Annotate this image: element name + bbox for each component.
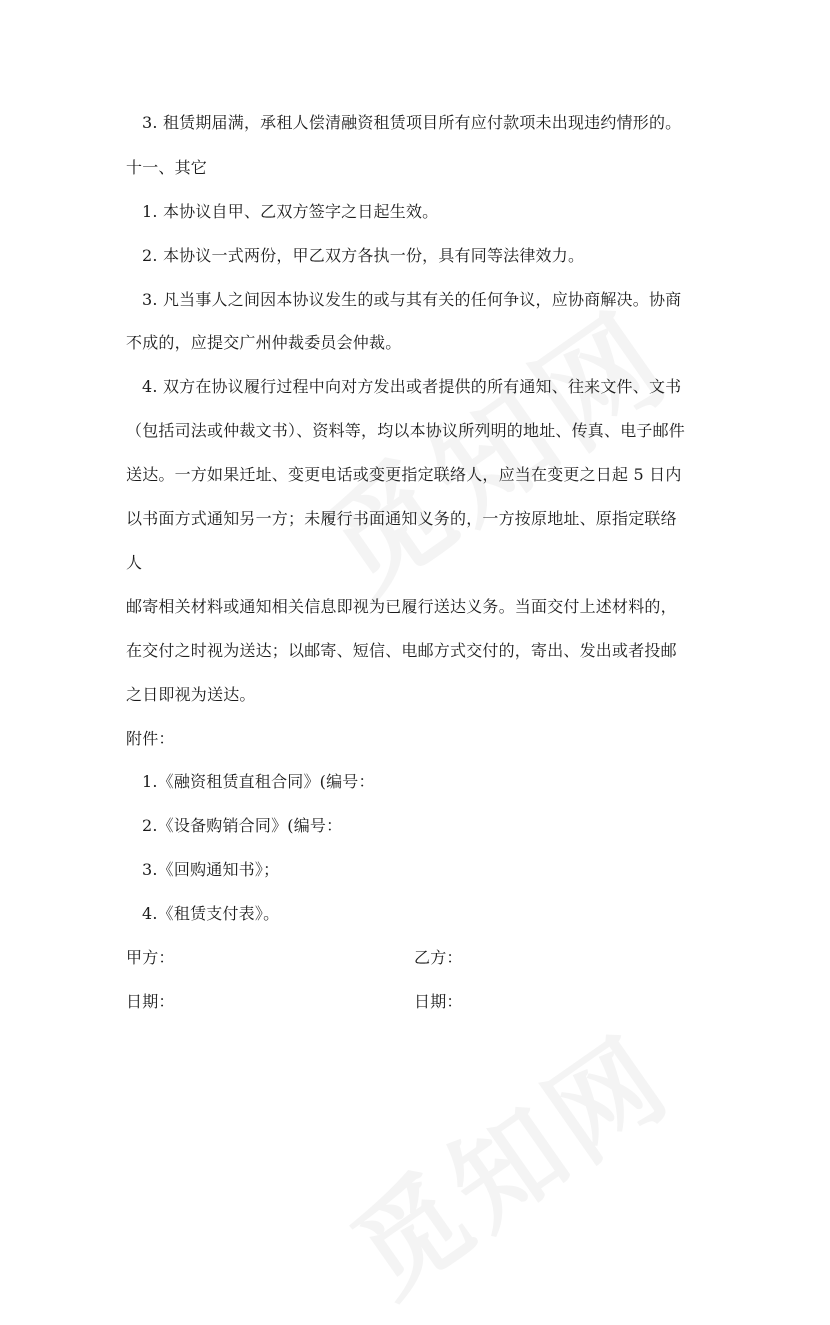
clause-3-expiry: 3. 租赁期届满，承租人偿清融资租赁项目所有应付款项未出现违约情形的。 [142, 113, 682, 132]
clause-2-copies: 2. 本协议一式两份，甲乙双方各执一份，具有同等法律效力。 [142, 246, 585, 265]
date-a-label: 日期： [126, 992, 175, 1011]
clause-1-effective: 1. 本协议自甲、乙双方签字之日起生效。 [142, 202, 439, 221]
attachment-item: 3.《回购通知书》； [142, 860, 280, 879]
clause-4-notice-cont-1: （包括司法或仲裁文书）、资料等，均以本协议所列明的地址、传真、电子邮件 [126, 421, 686, 440]
party-b-label: 乙方： [414, 948, 463, 967]
attachment-item: 2.《设备购销合同》(编号： [142, 816, 343, 835]
clause-3-dispute: 3. 凡当事人之间因本协议发生的或与其有关的任何争议，应协商解决。协商 [142, 290, 682, 309]
clause-4-notice-cont-5: 邮寄相关材料或通知相关信息即视为已履行送达义务。当面交付上述材料的， [126, 597, 677, 616]
clause-4-notice: 4. 双方在协议履行过程中向对方发出或者提供的所有通知、往来文件、文书 [142, 377, 682, 396]
clause-4-notice-cont-3: 以书面方式通知另一方；未履行书面通知义务的，一方按原地址、原指定联络 [126, 509, 677, 528]
party-a-label: 甲方： [126, 948, 175, 967]
watermark-bottom [317, 993, 698, 1325]
clause-4-notice-cont-4: 人 [126, 553, 143, 572]
clause-4-notice-cont-7: 之日即视为送达。 [126, 685, 256, 704]
date-b-label: 日期： [414, 992, 463, 1011]
clause-4-notice-cont-6: 在交付之时视为送达；以邮寄、短信、电邮方式交付的，寄出、发出或者投邮 [126, 641, 677, 660]
section-heading-other: 十一、其它 [126, 158, 208, 177]
watermark-top [285, 265, 698, 626]
attachment-item: 1.《融资租赁直租合同》(编号： [142, 772, 375, 791]
clause-3-dispute-cont: 不成的，应提交广州仲裁委员会仲裁。 [126, 333, 402, 352]
clause-4-notice-cont-2: 送达。一方如果迁址、变更电话或变更指定联络人，应当在变更之日起 5 日内 [126, 465, 682, 484]
attachment-item: 4.《租赁支付表》。 [142, 904, 280, 923]
attachments-heading: 附件： [126, 729, 175, 748]
